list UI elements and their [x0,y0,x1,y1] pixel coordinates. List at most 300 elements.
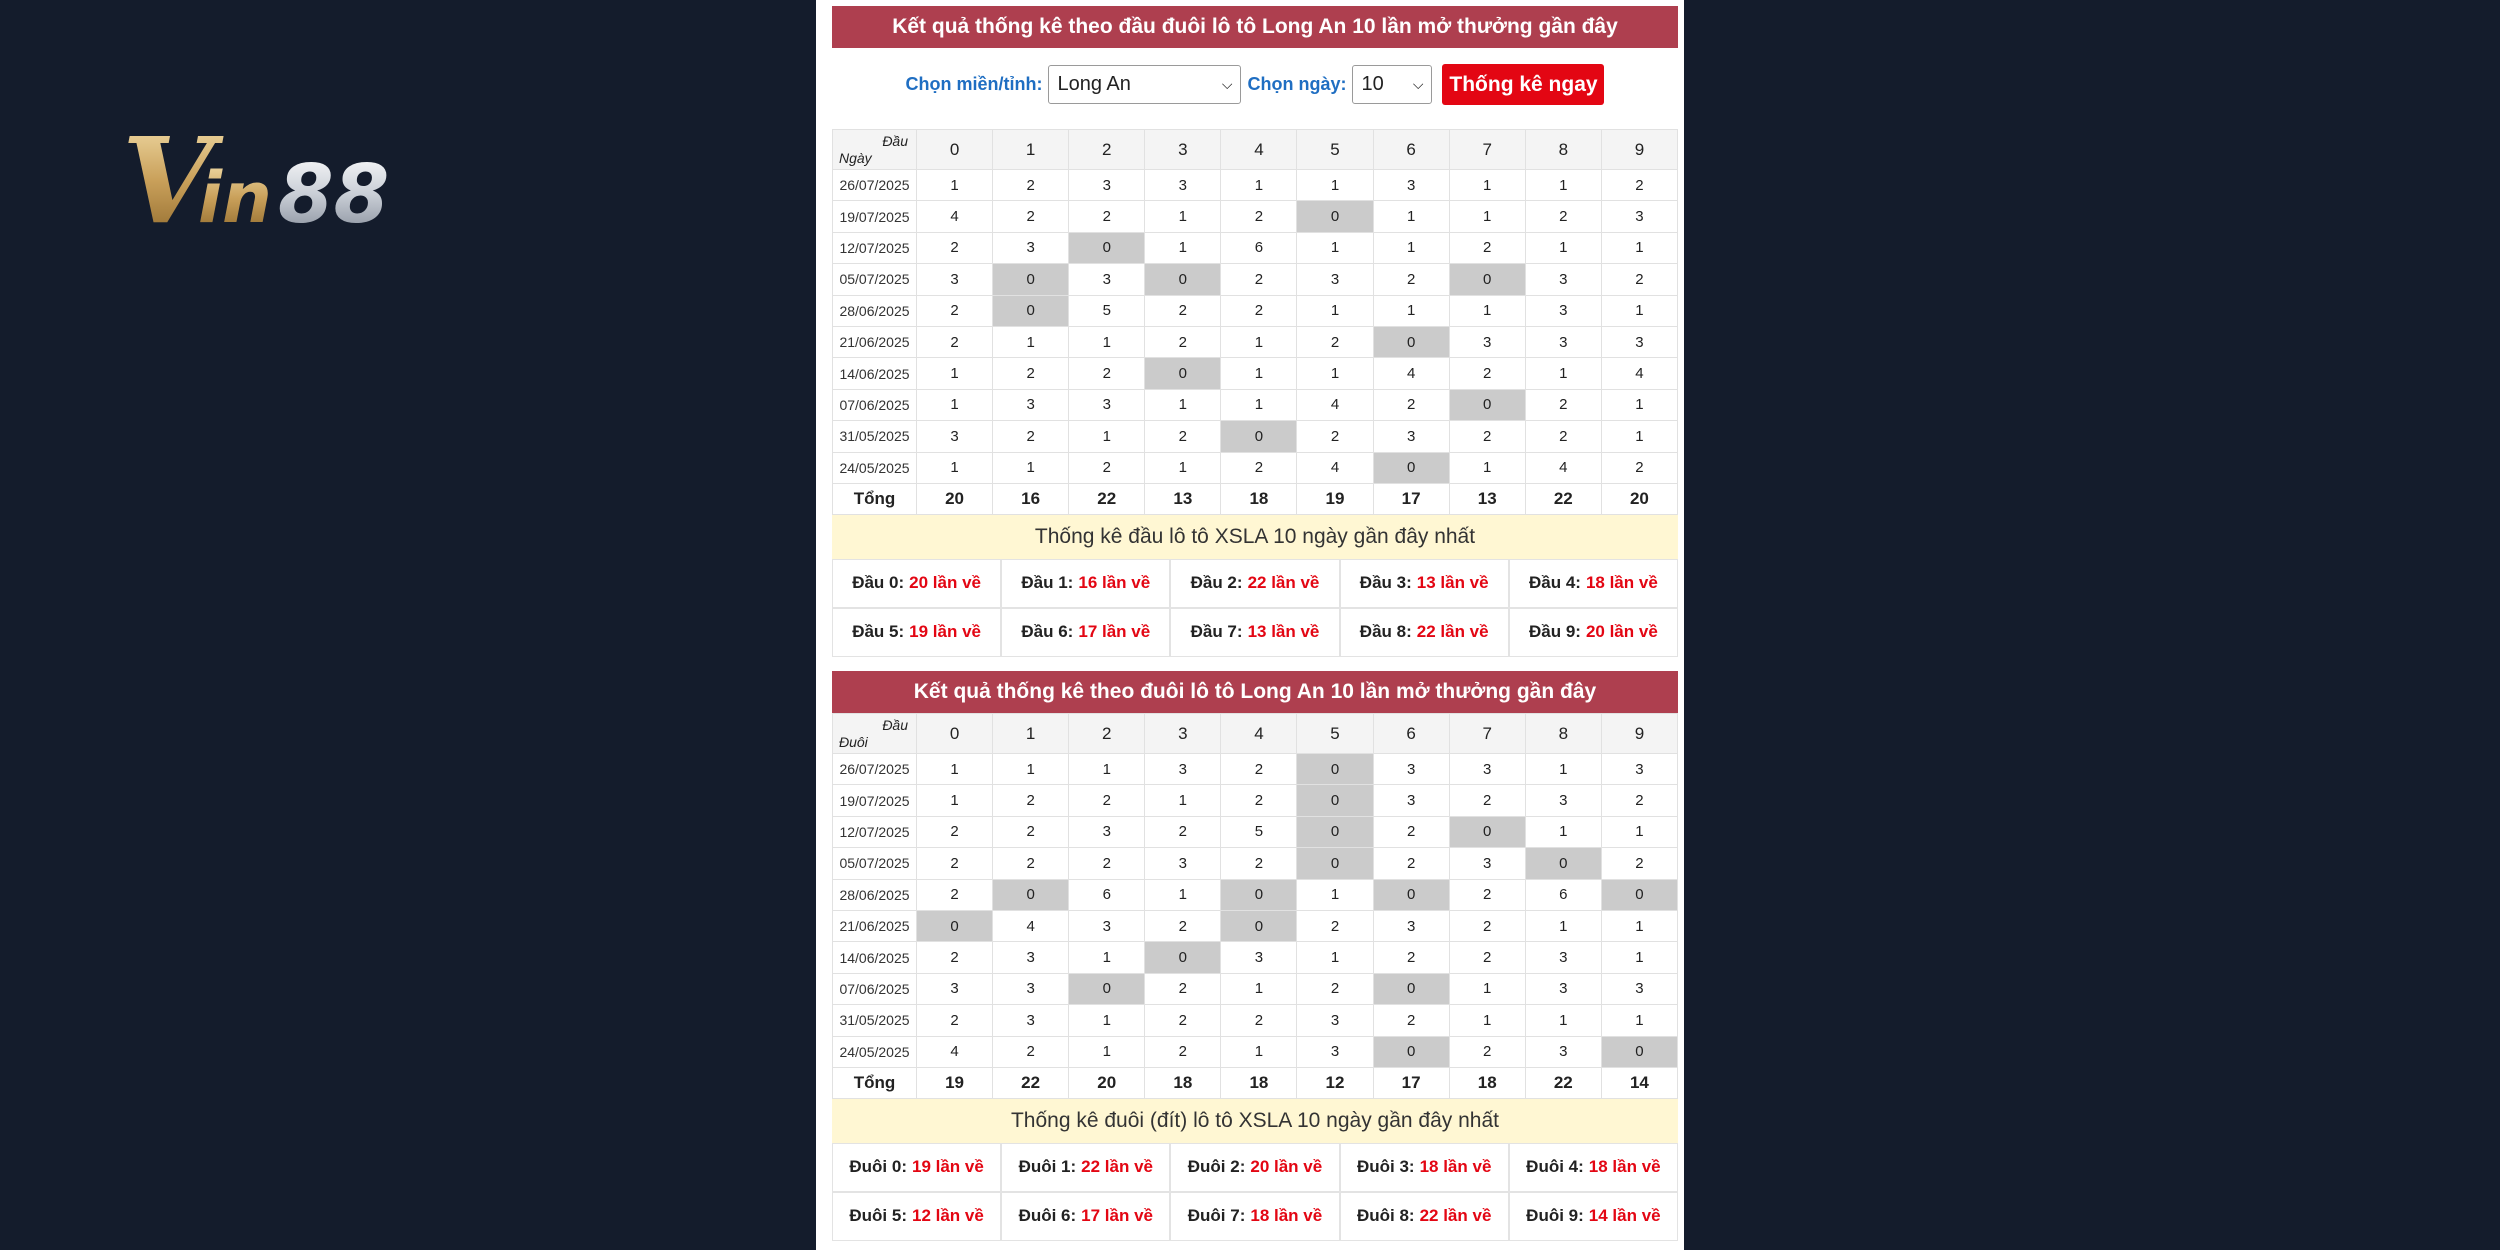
count-cell: 2 [1069,848,1145,879]
count-cell: 2 [1449,421,1525,452]
count-cell: 1 [1373,232,1449,263]
summary-count: 17 lần về [1078,622,1151,642]
summary-count: 13 lần về [1247,622,1320,642]
summary-cell [832,1143,1001,1192]
count-cell: 2 [1525,201,1601,232]
count-cell: 0 [1297,848,1373,879]
count-cell: 0 [1221,910,1297,941]
count-cell: 1 [993,452,1069,483]
count-cell: 2 [1373,389,1449,420]
count-cell: 0 [1297,785,1373,816]
count-cell: 0 [1601,879,1677,910]
count-cell: 1 [993,326,1069,357]
tail-stats-table [832,713,1678,1099]
count-cell: 2 [1221,848,1297,879]
table-corner-header [833,714,917,754]
count-cell: 1 [1145,785,1221,816]
count-cell: 1 [1525,910,1601,941]
summary-count: 20 lần về [1250,1157,1323,1177]
count-cell: 0 [1297,816,1373,847]
corner-top-label: Đầu [882,717,908,733]
count-cell: 3 [1145,754,1221,785]
count-cell: 3 [1221,942,1297,973]
count-cell: 3 [1069,170,1145,201]
summary-label: Đầu 8: [1359,622,1412,642]
count-cell: 2 [993,816,1069,847]
row-date: 24/05/2025 [833,1036,917,1067]
count-cell: 4 [917,201,993,232]
summary-label: Đuôi 1: [1018,1157,1077,1177]
summary-label: Đầu 0: [852,573,905,593]
count-cell: 0 [1145,358,1221,389]
count-cell: 1 [1069,421,1145,452]
count-cell: 1 [1069,942,1145,973]
count-cell: 0 [1449,264,1525,295]
count-cell: 1 [917,358,993,389]
count-cell: 2 [1449,910,1525,941]
count-cell: 1 [917,754,993,785]
table-row [833,1036,1678,1067]
count-cell: 1 [1601,295,1677,326]
table-row [833,295,1678,326]
submit-stats-button[interactable]: Thống kê ngay [1442,64,1604,105]
row-date: 12/07/2025 [833,232,917,263]
count-cell: 0 [993,264,1069,295]
summary-label: Đầu 7: [1190,622,1243,642]
count-cell: 3 [917,421,993,452]
count-cell: 4 [1601,358,1677,389]
column-header: 9 [1601,714,1677,754]
count-cell: 3 [1525,785,1601,816]
count-cell: 0 [1297,754,1373,785]
count-cell: 5 [1221,816,1297,847]
count-cell: 2 [993,421,1069,452]
table-row [833,264,1678,295]
count-cell: 3 [1525,973,1601,1004]
filter-form [832,48,1678,129]
summary-label: Đuôi 8: [1356,1206,1415,1226]
corner-bottom-label: Đuôi [839,734,868,750]
count-cell: 1 [1525,754,1601,785]
row-date: 14/06/2025 [833,942,917,973]
total-cell: 16 [993,483,1069,514]
summary-label: Đuôi 6: [1018,1206,1077,1226]
count-cell: 1 [1525,358,1601,389]
count-cell: 1 [1221,1036,1297,1067]
row-date: 07/06/2025 [833,389,917,420]
count-cell: 0 [1145,942,1221,973]
vin88-logo-graphic [122,118,482,238]
tail-summary-grid [832,1143,1678,1241]
count-cell: 1 [1221,170,1297,201]
table-row [833,326,1678,357]
count-cell: 0 [993,295,1069,326]
summary-cell [1170,1192,1339,1241]
count-cell: 3 [993,973,1069,1004]
count-cell: 1 [1601,910,1677,941]
total-cell: 17 [1373,1067,1449,1098]
row-date: 19/07/2025 [833,785,917,816]
table-header-row [833,714,1678,754]
count-cell: 0 [1449,816,1525,847]
column-header: 6 [1373,130,1449,170]
count-cell: 1 [1221,326,1297,357]
count-cell: 2 [993,170,1069,201]
count-cell: 3 [1373,421,1449,452]
count-cell: 3 [1525,326,1601,357]
row-date: 05/07/2025 [833,848,917,879]
count-cell: 2 [1373,942,1449,973]
count-cell: 2 [1145,326,1221,357]
count-cell: 5 [1069,295,1145,326]
total-cell: 22 [1525,1067,1601,1098]
summary-label: Đuôi 5: [849,1206,907,1226]
column-header: 7 [1449,130,1525,170]
column-header: 9 [1601,130,1677,170]
count-cell: 1 [1221,358,1297,389]
summary-cell [832,608,1001,657]
logo-digits-88: 88 [278,148,390,238]
tail-summary-title: Thống kê đuôi (đít) lô tô XSLA 10 ngày gần đây nhất [832,1099,1678,1143]
row-date: 28/06/2025 [833,879,917,910]
count-cell: 1 [1449,1005,1525,1036]
summary-label: Đầu 4: [1528,573,1581,593]
count-cell: 2 [1221,452,1297,483]
count-cell: 3 [993,232,1069,263]
count-cell: 3 [1601,201,1677,232]
summary-count: 19 lần về [911,1157,984,1177]
count-cell: 2 [1145,910,1221,941]
row-date: 24/05/2025 [833,452,917,483]
row-date: 14/06/2025 [833,358,917,389]
count-cell: 3 [1069,816,1145,847]
summary-count: 20 lần về [1585,622,1658,642]
column-header: 2 [1069,714,1145,754]
count-cell: 1 [1449,295,1525,326]
count-cell: 2 [917,816,993,847]
summary-cell [1340,559,1509,608]
count-cell: 2 [1069,201,1145,232]
total-cell: 19 [917,1067,993,1098]
row-date: 12/07/2025 [833,816,917,847]
count-cell: 2 [917,232,993,263]
chevron-down-icon: ⌵ [1221,76,1233,92]
summary-label: Đầu 1: [1021,573,1074,593]
total-cell: 18 [1221,1067,1297,1098]
count-cell: 3 [1373,910,1449,941]
summary-count: 12 lần về [911,1206,984,1226]
summary-cell [832,1192,1001,1241]
corner-top-label: Đầu [882,133,908,149]
count-cell: 1 [1145,232,1221,263]
count-cell: 3 [1601,754,1677,785]
count-cell: 1 [1069,1036,1145,1067]
count-cell: 1 [917,389,993,420]
count-cell: 1 [917,170,993,201]
count-cell: 2 [1145,1036,1221,1067]
column-header: 4 [1221,130,1297,170]
count-cell: 3 [1145,170,1221,201]
row-date: 31/05/2025 [833,421,917,452]
count-cell: 3 [1297,264,1373,295]
count-cell: 0 [1373,1036,1449,1067]
count-cell: 0 [1297,201,1373,232]
region-label: Chọn miền/tỉnh: [905,74,1043,94]
count-cell: 1 [1449,201,1525,232]
count-cell: 1 [1297,358,1373,389]
count-cell: 2 [1449,358,1525,389]
table-row [833,170,1678,201]
row-date: 07/06/2025 [833,973,917,1004]
count-cell: 0 [1373,452,1449,483]
summary-label: Đầu 2: [1190,573,1243,593]
count-cell: 2 [917,326,993,357]
count-cell: 2 [1601,848,1677,879]
count-cell: 0 [1373,326,1449,357]
summary-count: 18 lần về [1585,573,1658,593]
column-header: 5 [1297,714,1373,754]
summary-count: 16 lần về [1078,573,1151,593]
column-header: 0 [917,714,993,754]
count-cell: 1 [1601,421,1677,452]
table-row [833,754,1678,785]
total-cell: 22 [1525,483,1601,514]
count-cell: 4 [1525,452,1601,483]
row-date: 26/07/2025 [833,754,917,785]
table-row [833,421,1678,452]
count-cell: 2 [1221,201,1297,232]
count-cell: 3 [1525,295,1601,326]
count-cell: 2 [1373,816,1449,847]
count-cell: 2 [1373,1005,1449,1036]
count-cell: 2 [1145,816,1221,847]
count-cell: 4 [917,1036,993,1067]
count-cell: 1 [1449,973,1525,1004]
count-cell: 1 [1145,389,1221,420]
count-cell: 0 [993,879,1069,910]
count-cell: 1 [1601,232,1677,263]
total-label: Tổng [833,1067,917,1098]
count-cell: 1 [917,452,993,483]
count-cell: 2 [1601,264,1677,295]
day-select-value: 10 [1361,73,1384,95]
count-cell: 4 [1297,452,1373,483]
count-cell: 2 [993,848,1069,879]
day-select[interactable] [1352,65,1432,104]
count-cell: 2 [1373,848,1449,879]
count-cell: 0 [1525,848,1601,879]
count-cell: 1 [1525,1005,1601,1036]
summary-count: 20 lần về [909,573,981,593]
count-cell: 6 [1525,879,1601,910]
count-cell: 1 [1069,1005,1145,1036]
count-cell: 2 [1069,452,1145,483]
count-cell: 3 [1069,264,1145,295]
count-cell: 4 [1297,389,1373,420]
summary-count: 18 lần về [1250,1206,1323,1226]
summary-count: 17 lần về [1081,1206,1153,1226]
row-date: 28/06/2025 [833,295,917,326]
count-cell: 3 [1069,910,1145,941]
table-row [833,942,1678,973]
count-cell: 2 [993,358,1069,389]
total-cell: 20 [1069,1067,1145,1098]
table-row [833,973,1678,1004]
count-cell: 2 [1525,421,1601,452]
count-cell: 2 [1145,973,1221,1004]
count-cell: 2 [1525,389,1601,420]
total-cell: 13 [1145,483,1221,514]
head-summary-grid [832,559,1678,657]
count-cell: 1 [1601,389,1677,420]
column-header: 1 [993,130,1069,170]
table-row [833,1005,1678,1036]
count-cell: 2 [1297,910,1373,941]
summary-cell [1001,1143,1170,1192]
head-stats-section [832,6,1678,657]
logo-letters-in: in [198,157,272,238]
count-cell: 1 [1145,879,1221,910]
row-date: 21/06/2025 [833,326,917,357]
table-row [833,879,1678,910]
table-corner-header [833,130,917,170]
total-cell: 18 [1449,1067,1525,1098]
summary-label: Đuôi 7: [1187,1206,1246,1226]
summary-label: Đầu 5: [852,622,905,642]
table-row [833,910,1678,941]
summary-cell [1509,1143,1678,1192]
count-cell: 2 [993,201,1069,232]
count-cell: 1 [1297,295,1373,326]
total-row [833,1067,1678,1098]
count-cell: 3 [1449,848,1525,879]
count-cell: 1 [1601,942,1677,973]
count-cell: 3 [1601,973,1677,1004]
summary-label: Đuôi 9: [1526,1206,1584,1226]
table-row [833,232,1678,263]
summary-label: Đầu 6: [1021,622,1074,642]
count-cell: 0 [1221,879,1297,910]
head-summary-title: Thống kê đầu lô tô XSLA 10 ngày gần đây nhất [832,515,1678,559]
summary-cell [1001,608,1170,657]
count-cell: 3 [993,389,1069,420]
total-cell: 18 [1145,1067,1221,1098]
count-cell: 2 [917,942,993,973]
count-cell: 0 [1221,421,1297,452]
total-cell: 22 [1069,483,1145,514]
column-header: 7 [1449,714,1525,754]
count-cell: 1 [1525,816,1601,847]
table-row [833,358,1678,389]
summary-count: 22 lần về [1081,1157,1153,1177]
count-cell: 2 [917,295,993,326]
count-cell: 3 [1297,1036,1373,1067]
count-cell: 2 [1449,942,1525,973]
count-cell: 1 [993,754,1069,785]
count-cell: 1 [1601,1005,1677,1036]
count-cell: 3 [1525,1036,1601,1067]
count-cell: 3 [917,264,993,295]
tail-stats-section [832,671,1678,1241]
count-cell: 3 [1449,326,1525,357]
count-cell: 1 [1297,879,1373,910]
count-cell: 2 [1145,1005,1221,1036]
region-select-value: Long An [1057,73,1131,95]
region-select[interactable] [1048,65,1241,104]
summary-cell [1170,559,1339,608]
count-cell: 3 [1373,785,1449,816]
total-cell: 17 [1373,483,1449,514]
count-cell: 3 [1069,389,1145,420]
count-cell: 2 [993,1036,1069,1067]
stats-panel [816,0,1684,1250]
count-cell: 0 [1069,232,1145,263]
count-cell: 1 [1601,816,1677,847]
summary-cell [1340,608,1509,657]
count-cell: 3 [1373,170,1449,201]
table-row [833,201,1678,232]
count-cell: 3 [1525,264,1601,295]
summary-cell [1509,1192,1678,1241]
count-cell: 0 [1449,389,1525,420]
corner-bottom-label: Ngày [839,150,872,166]
column-header: 3 [1145,130,1221,170]
count-cell: 2 [1601,452,1677,483]
row-date: 26/07/2025 [833,170,917,201]
summary-label: Đuôi 2: [1187,1157,1246,1177]
summary-cell [1001,1192,1170,1241]
row-date: 31/05/2025 [833,1005,917,1036]
count-cell: 2 [1297,973,1373,1004]
count-cell: 1 [1221,389,1297,420]
total-row [833,483,1678,514]
summary-cell [1170,608,1339,657]
count-cell: 3 [1145,848,1221,879]
count-cell: 1 [1297,170,1373,201]
count-cell: 4 [1373,358,1449,389]
column-header: 8 [1525,130,1601,170]
table-row [833,785,1678,816]
summary-count: 18 lần về [1419,1157,1492,1177]
summary-cell [832,559,1001,608]
count-cell: 0 [1145,264,1221,295]
count-cell: 0 [917,910,993,941]
count-cell: 2 [1601,170,1677,201]
count-cell: 1 [1069,754,1145,785]
count-cell: 3 [1297,1005,1373,1036]
count-cell: 2 [1145,295,1221,326]
count-cell: 1 [1449,452,1525,483]
table-row [833,848,1678,879]
count-cell: 2 [1221,1005,1297,1036]
total-cell: 14 [1601,1067,1677,1098]
count-cell: 1 [1221,973,1297,1004]
count-cell: 1 [1145,201,1221,232]
column-header: 4 [1221,714,1297,754]
count-cell: 2 [917,879,993,910]
column-header: 1 [993,714,1069,754]
count-cell: 3 [993,1005,1069,1036]
head-stats-title: Kết quả thống kê theo đầu đuôi lô tô Long An 10 lần mở thưởng gần đây [832,6,1678,48]
summary-cell [1340,1143,1509,1192]
table-row [833,816,1678,847]
summary-label: Đuôi 4: [1526,1157,1584,1177]
count-cell: 3 [1449,754,1525,785]
count-cell: 2 [917,1005,993,1036]
summary-cell [1509,559,1678,608]
summary-count: 18 lần về [1588,1157,1661,1177]
column-header: 3 [1145,714,1221,754]
